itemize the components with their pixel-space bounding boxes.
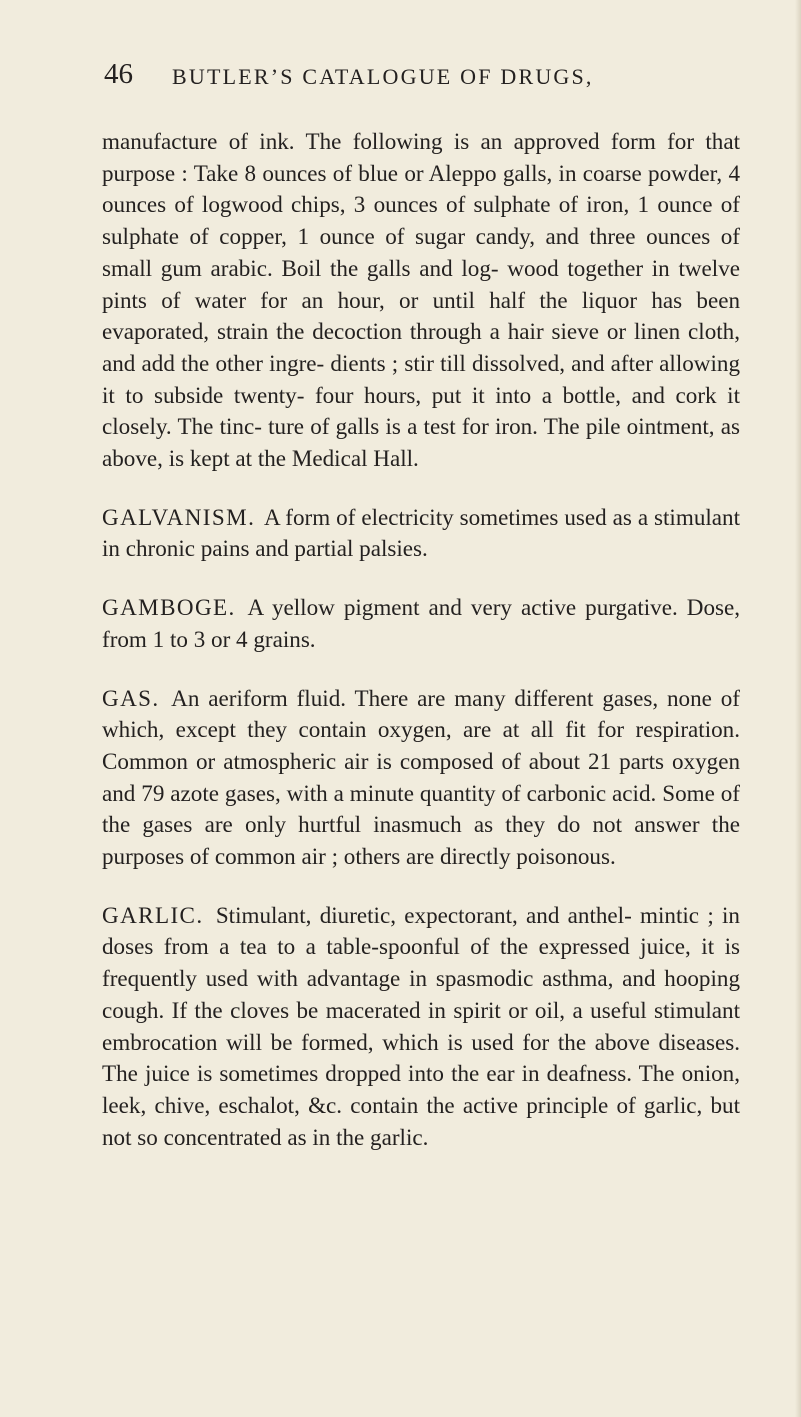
page-header (102, 54, 742, 104)
page-number: 46 (104, 58, 133, 90)
page-edge-shadow (795, 0, 801, 1417)
page-body (102, 126, 740, 1153)
headword: GAS. (102, 684, 160, 711)
entry-text: An aeriform fluid. There are many different gases, none of which, except they contain oxygen, are at all fit for respiration. Common or atmospheric air is composed of about 21 parts oxygen and 79 azote gases, with a minute quantity of carbonic acid. Some of the gases are only hurtful inasmuch as they do not answer the purposes of common air ; others are directly poisonous. (102, 684, 740, 870)
entry-text: A yellow pigment and very active purgative. Dose, from 1 to 3 or 4 grains. (102, 594, 740, 652)
entry-galvanism (102, 502, 740, 565)
headword: GAMBOGE. (102, 594, 236, 621)
entry-text: A form of electricity sometimes used as a stimulant in chronic pains and partial palsies. (102, 503, 740, 562)
headword: GALVANISM. (102, 503, 256, 530)
running-head: BUTLER’S CATALOGUE OF DRUGS, (172, 64, 594, 89)
intro-paragraph: manufacture of ink. The following is an approved form for that purpose : Take 8 ounces of blue or Aleppo galls, in coarse powder, 4 ounces of logwood chips, 3 ounces of sulphate of iron, 1 ounce of sulphate of copper, 1 ounce of sugar candy, and three ounces of small gum arabic. Boil the galls and log- wood together in twelve pints of water for an hour, or until half the liquor has been evaporated, strain the decoction through a hair sieve or linen cloth, and add the other ingre- dients ; stir till dissolved, and after allowing it to subside twenty- four hours, put it into a bottle, and cork it closely. The tinc- ture of galls is a test for iron. The pile ointment, as above, is kept at the Medical Hall. (102, 128, 740, 472)
entry-text: Stimulant, diuretic, expectorant, and anthel- mintic ; in doses from a tea to a table-spoonful of the expressed juice, it is frequently used with advantage in spasmodic asthma, and hooping cough. If the cloves be macerated in spirit or oil, a useful stimulant embrocation will be formed, which is used for the above diseases. The juice is sometimes dropped into the ear in deafness. The onion, leek, chive, eschalot, &c. contain the active principle of garlic, but not so concentrated as in the garlic. (102, 901, 740, 1150)
headword: GARLIC. (102, 901, 204, 928)
entry-garlic (102, 900, 740, 1154)
entry-gas (102, 683, 740, 873)
entry-gamboge (102, 592, 740, 655)
